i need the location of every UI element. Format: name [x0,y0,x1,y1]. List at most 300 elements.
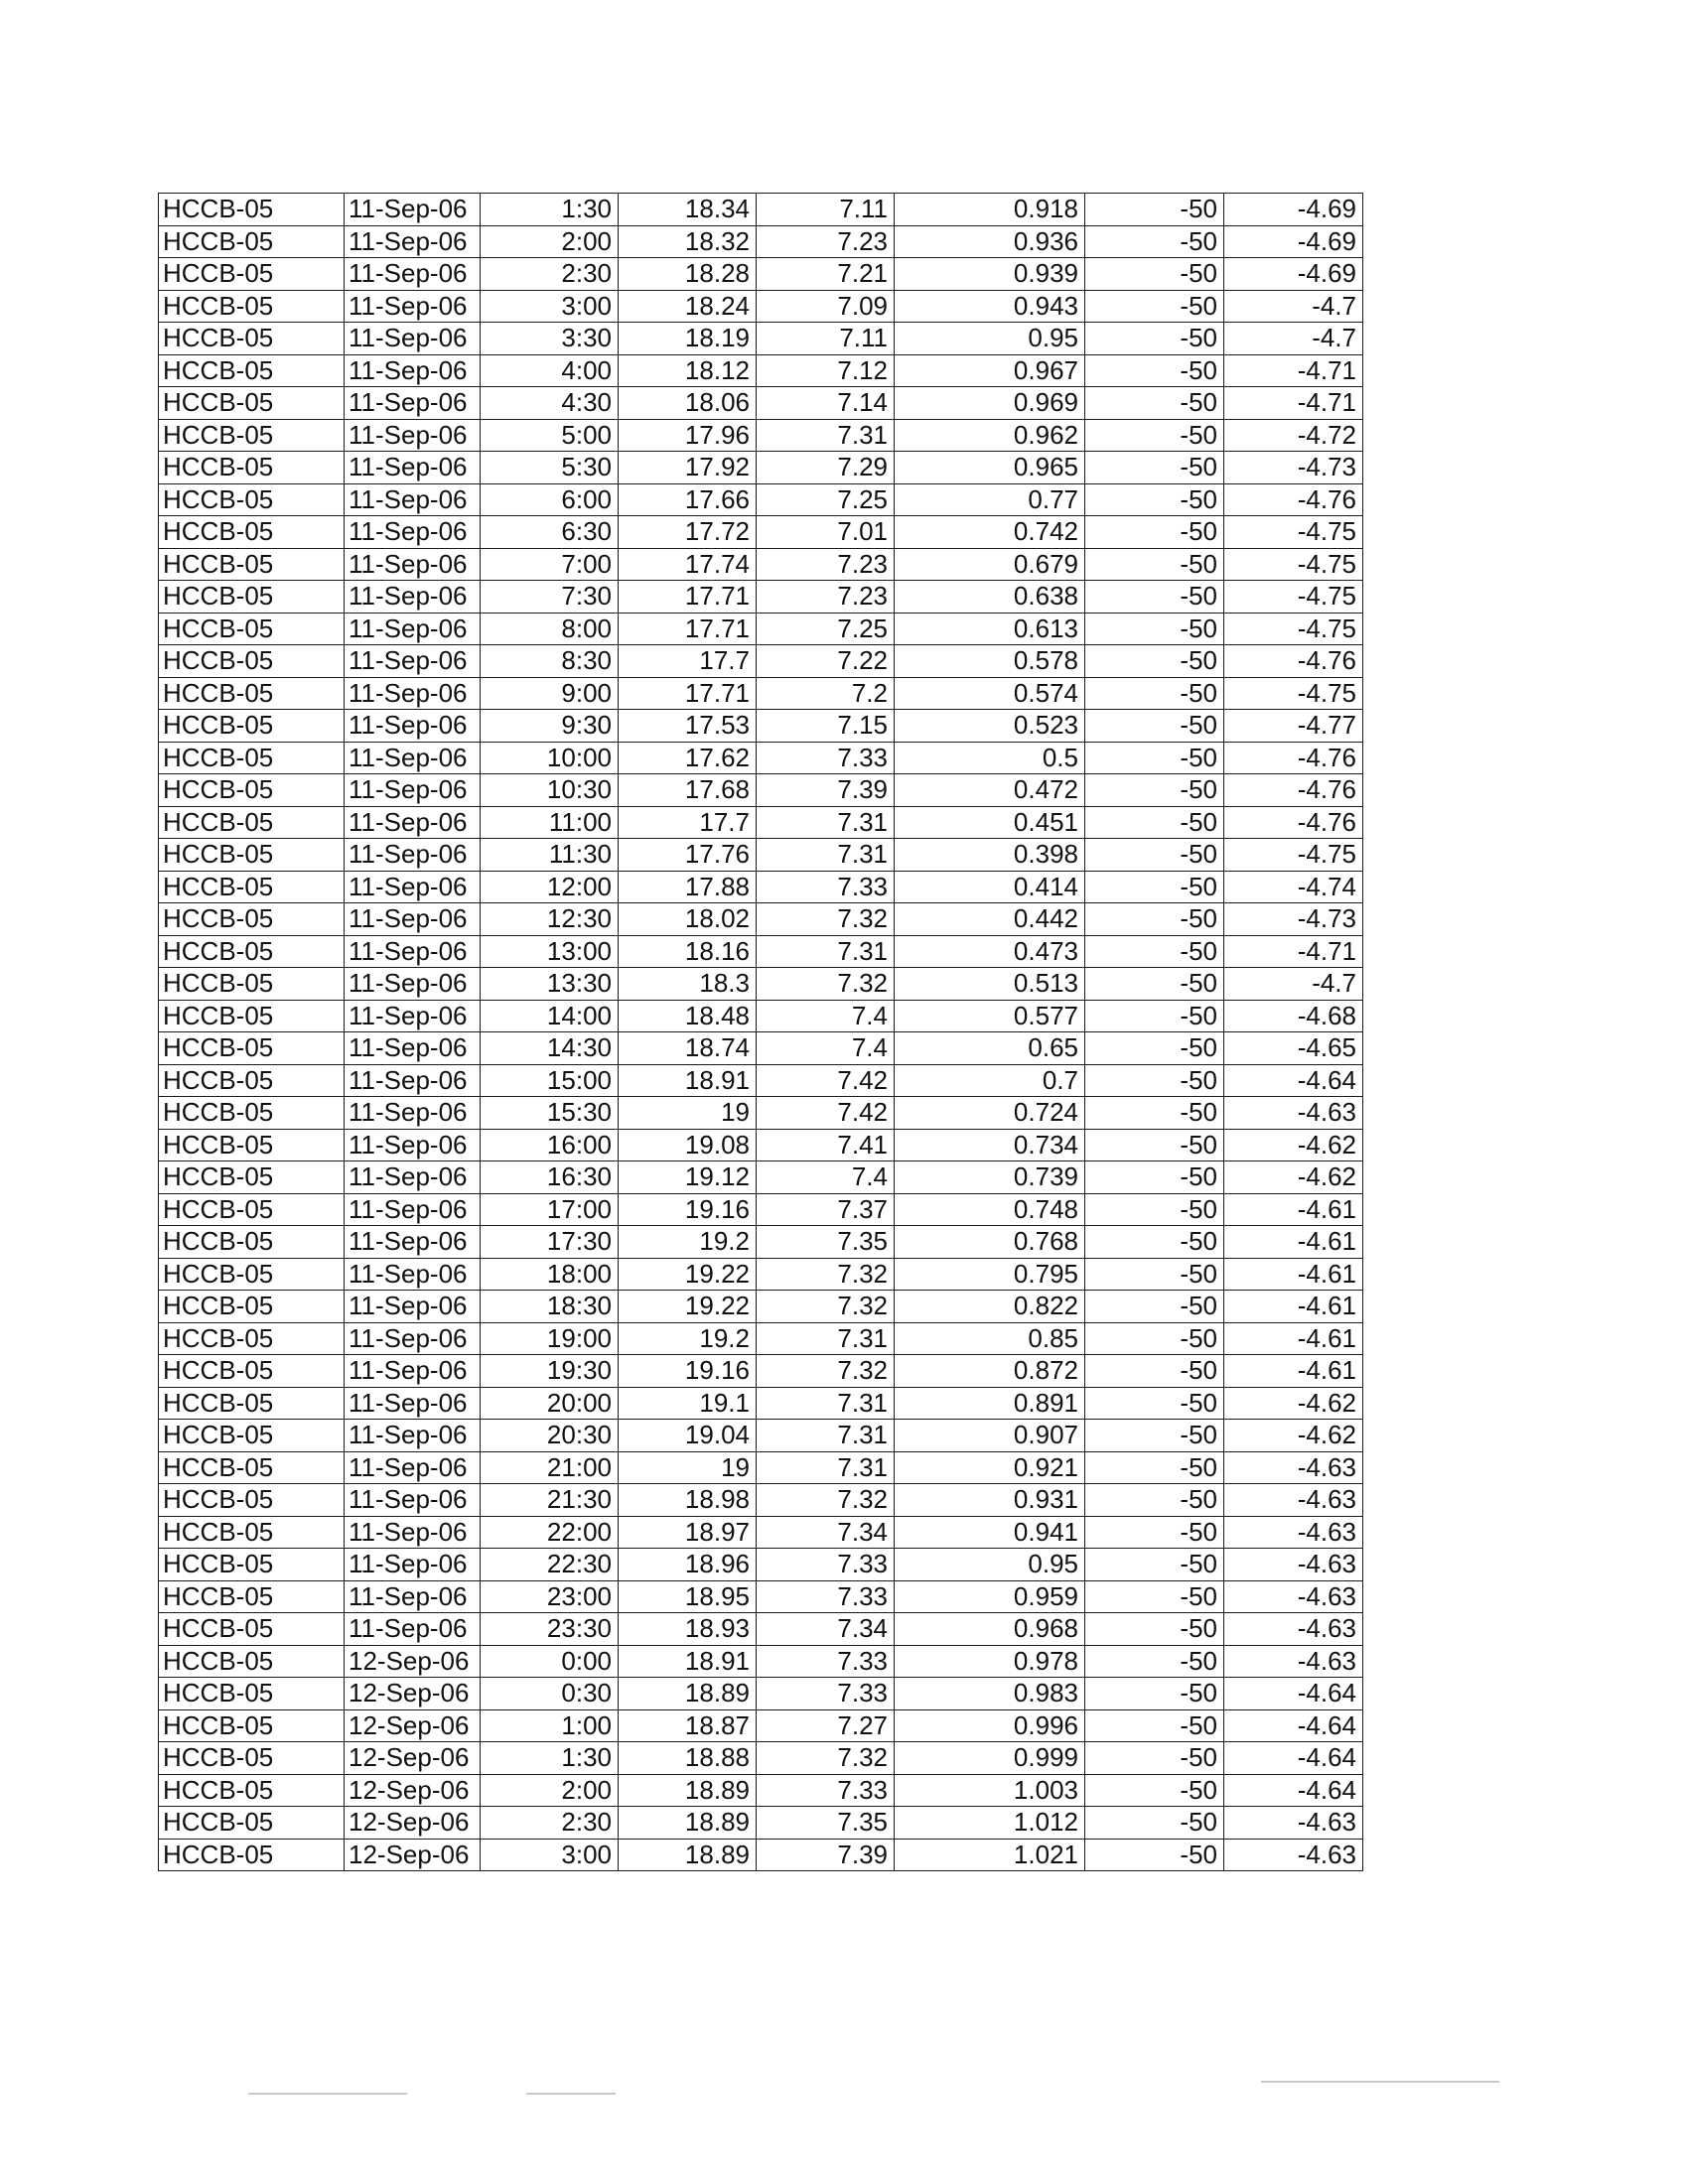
value-cell: 7.31 [757,1387,895,1420]
value-cell: -4.63 [1224,1839,1363,1871]
site-id-cell: HCCB-05 [159,935,345,968]
table-row [159,1420,1363,1452]
value-cell: 7.01 [757,516,895,549]
value-cell: 7.31 [757,1420,895,1452]
date-cell: 12-Sep-06 [345,1774,481,1807]
value-cell: -4.7 [1224,290,1363,323]
site-id-cell: HCCB-05 [159,581,345,614]
site-id-cell: HCCB-05 [159,806,345,839]
value-cell: -50 [1085,1516,1224,1549]
value-cell: 17.71 [619,677,757,710]
table-row [159,1387,1363,1420]
value-cell: 0.872 [895,1355,1085,1388]
site-id-cell: HCCB-05 [159,1129,345,1161]
value-cell: -50 [1085,806,1224,839]
value-cell: 18.48 [619,1000,757,1032]
value-cell: -50 [1085,1064,1224,1097]
value-cell: -50 [1085,839,1224,872]
value-cell: 0.931 [895,1484,1085,1517]
site-id-cell: HCCB-05 [159,613,345,645]
table-row [159,1258,1363,1291]
table-row [159,258,1363,291]
value-cell: 7.23 [757,548,895,581]
value-cell: -4.61 [1224,1226,1363,1259]
value-cell: 17.71 [619,581,757,614]
time-cell: 7:00 [481,548,619,581]
value-cell: -50 [1085,1613,1224,1646]
time-cell: 1:30 [481,194,619,226]
value-cell: 17.53 [619,710,757,743]
value-cell: -4.73 [1224,903,1363,936]
date-cell: 12-Sep-06 [345,1807,481,1840]
date-cell: 11-Sep-06 [345,1387,481,1420]
date-cell: 11-Sep-06 [345,1258,481,1291]
value-cell: 19.16 [619,1193,757,1226]
site-id-cell: HCCB-05 [159,742,345,774]
value-cell: 18.89 [619,1839,757,1871]
value-cell: -4.63 [1224,1645,1363,1678]
table-row [159,516,1363,549]
value-cell: -50 [1085,516,1224,549]
time-cell: 0:00 [481,1645,619,1678]
value-cell: -50 [1085,613,1224,645]
value-cell: -50 [1085,1580,1224,1613]
table-row [159,581,1363,614]
time-cell: 15:00 [481,1064,619,1097]
time-cell: 13:00 [481,935,619,968]
date-cell: 11-Sep-06 [345,1516,481,1549]
site-id-cell: HCCB-05 [159,1774,345,1807]
value-cell: -4.71 [1224,387,1363,420]
date-cell: 11-Sep-06 [345,1484,481,1517]
site-id-cell: HCCB-05 [159,548,345,581]
value-cell: 7.32 [757,1291,895,1323]
value-cell: 7.34 [757,1516,895,1549]
value-cell: -4.76 [1224,806,1363,839]
site-id-cell: HCCB-05 [159,1291,345,1323]
date-cell: 11-Sep-06 [345,1129,481,1161]
date-cell: 12-Sep-06 [345,1709,481,1742]
value-cell: 1.012 [895,1807,1085,1840]
value-cell: 7.42 [757,1097,895,1130]
value-cell: -50 [1085,290,1224,323]
time-cell: 19:00 [481,1322,619,1355]
site-id-cell: HCCB-05 [159,483,345,516]
value-cell: 7.22 [757,645,895,678]
value-cell: -4.61 [1224,1258,1363,1291]
value-cell: 0.442 [895,903,1085,936]
time-cell: 1:30 [481,1742,619,1775]
date-cell: 11-Sep-06 [345,225,481,258]
value-cell: 7.2 [757,677,895,710]
date-cell: 11-Sep-06 [345,452,481,484]
date-cell: 11-Sep-06 [345,903,481,936]
table-row [159,839,1363,872]
value-cell: 7.35 [757,1807,895,1840]
time-cell: 9:30 [481,710,619,743]
table-row [159,1322,1363,1355]
value-cell: -4.77 [1224,710,1363,743]
value-cell: 7.25 [757,483,895,516]
value-cell: 7.32 [757,1258,895,1291]
value-cell: -50 [1085,1387,1224,1420]
value-cell: 18.89 [619,1807,757,1840]
time-cell: 23:30 [481,1613,619,1646]
time-cell: 2:30 [481,258,619,291]
value-cell: 0.968 [895,1613,1085,1646]
site-id-cell: HCCB-05 [159,1226,345,1259]
value-cell: 7.29 [757,452,895,484]
date-cell: 11-Sep-06 [345,1613,481,1646]
value-cell: -50 [1085,1129,1224,1161]
value-cell: 7.33 [757,1774,895,1807]
date-cell: 11-Sep-06 [345,1355,481,1388]
value-cell: -4.64 [1224,1774,1363,1807]
value-cell: -50 [1085,1193,1224,1226]
site-id-cell: HCCB-05 [159,1839,345,1871]
table-row [159,1807,1363,1840]
table-row [159,613,1363,645]
value-cell: 18.28 [619,258,757,291]
table-row [159,1097,1363,1130]
time-cell: 17:30 [481,1226,619,1259]
date-cell: 11-Sep-06 [345,1322,481,1355]
value-cell: -4.75 [1224,613,1363,645]
value-cell: -4.73 [1224,452,1363,484]
value-cell: 0.724 [895,1097,1085,1130]
value-cell: 18.34 [619,194,757,226]
time-cell: 4:30 [481,387,619,420]
table-row [159,419,1363,452]
table-row [159,1839,1363,1871]
value-cell: 7.33 [757,1678,895,1710]
value-cell: 19.08 [619,1129,757,1161]
value-cell: -4.64 [1224,1742,1363,1775]
value-cell: 7.42 [757,1064,895,1097]
table-row [159,677,1363,710]
value-cell: 18.89 [619,1678,757,1710]
scan-artifact [1261,2081,1499,2083]
value-cell: -50 [1085,483,1224,516]
value-cell: 7.11 [757,323,895,355]
value-cell: -50 [1085,1226,1224,1259]
site-id-cell: HCCB-05 [159,968,345,1001]
time-cell: 16:00 [481,1129,619,1161]
site-id-cell: HCCB-05 [159,1193,345,1226]
value-cell: -50 [1085,1161,1224,1194]
value-cell: 0.768 [895,1226,1085,1259]
site-id-cell: HCCB-05 [159,194,345,226]
table-row [159,323,1363,355]
value-cell: -4.62 [1224,1161,1363,1194]
table-row [159,225,1363,258]
site-id-cell: HCCB-05 [159,1678,345,1710]
value-cell: -50 [1085,742,1224,774]
value-cell: 18.32 [619,225,757,258]
time-cell: 14:30 [481,1032,619,1065]
value-cell: 7.39 [757,1839,895,1871]
value-cell: -50 [1085,1549,1224,1581]
time-cell: 21:30 [481,1484,619,1517]
value-cell: -50 [1085,774,1224,807]
value-cell: -4.76 [1224,645,1363,678]
value-cell: 7.11 [757,194,895,226]
value-cell: 0.983 [895,1678,1085,1710]
value-cell: 7.35 [757,1226,895,1259]
time-cell: 12:30 [481,903,619,936]
table-row [159,1291,1363,1323]
table-row [159,1000,1363,1032]
value-cell: 17.96 [619,419,757,452]
site-id-cell: HCCB-05 [159,354,345,387]
value-cell: 0.795 [895,1258,1085,1291]
value-cell: 7.31 [757,419,895,452]
value-cell: 0.921 [895,1451,1085,1484]
value-cell: -50 [1085,1000,1224,1032]
table-row [159,354,1363,387]
table-row [159,1742,1363,1775]
site-id-cell: HCCB-05 [159,452,345,484]
value-cell: -4.65 [1224,1032,1363,1065]
value-cell: 17.72 [619,516,757,549]
value-cell: 0.967 [895,354,1085,387]
table-row [159,483,1363,516]
table-row [159,742,1363,774]
date-cell: 11-Sep-06 [345,290,481,323]
value-cell: 17.68 [619,774,757,807]
site-id-cell: HCCB-05 [159,1161,345,1194]
date-cell: 11-Sep-06 [345,419,481,452]
table-row [159,1645,1363,1678]
value-cell: -50 [1085,1258,1224,1291]
site-id-cell: HCCB-05 [159,710,345,743]
value-cell: 7.15 [757,710,895,743]
value-cell: 0.978 [895,1645,1085,1678]
time-cell: 0:30 [481,1678,619,1710]
value-cell: 0.574 [895,677,1085,710]
value-cell: -4.75 [1224,839,1363,872]
value-cell: -4.76 [1224,483,1363,516]
table-row [159,290,1363,323]
date-cell: 12-Sep-06 [345,1742,481,1775]
site-id-cell: HCCB-05 [159,1484,345,1517]
date-cell: 11-Sep-06 [345,1549,481,1581]
time-cell: 8:30 [481,645,619,678]
value-cell: 7.4 [757,1000,895,1032]
date-cell: 12-Sep-06 [345,1645,481,1678]
value-cell: 18.16 [619,935,757,968]
table-row [159,1226,1363,1259]
time-cell: 20:00 [481,1387,619,1420]
value-cell: 7.31 [757,935,895,968]
time-cell: 3:00 [481,1839,619,1871]
value-cell: -4.72 [1224,419,1363,452]
value-cell: 7.25 [757,613,895,645]
value-cell: -4.63 [1224,1580,1363,1613]
value-cell: 18.96 [619,1549,757,1581]
time-cell: 13:30 [481,968,619,1001]
value-cell: 0.939 [895,258,1085,291]
site-id-cell: HCCB-05 [159,1613,345,1646]
value-cell: -4.75 [1224,516,1363,549]
site-id-cell: HCCB-05 [159,871,345,903]
site-id-cell: HCCB-05 [159,1645,345,1678]
value-cell: 7.23 [757,581,895,614]
value-cell: -4.63 [1224,1097,1363,1130]
value-cell: 18.19 [619,323,757,355]
value-cell: 0.742 [895,516,1085,549]
site-id-cell: HCCB-05 [159,903,345,936]
date-cell: 11-Sep-06 [345,645,481,678]
value-cell: -4.63 [1224,1516,1363,1549]
value-cell: -50 [1085,258,1224,291]
value-cell: -50 [1085,935,1224,968]
value-cell: 0.577 [895,1000,1085,1032]
time-cell: 3:30 [481,323,619,355]
value-cell: -50 [1085,1709,1224,1742]
value-cell: 7.32 [757,1355,895,1388]
value-cell: -4.63 [1224,1807,1363,1840]
date-cell: 12-Sep-06 [345,1678,481,1710]
value-cell: -50 [1085,1032,1224,1065]
site-id-cell: HCCB-05 [159,419,345,452]
site-id-cell: HCCB-05 [159,387,345,420]
value-cell: 18.3 [619,968,757,1001]
site-id-cell: HCCB-05 [159,1355,345,1388]
value-cell: 18.88 [619,1742,757,1775]
value-cell: -4.62 [1224,1129,1363,1161]
date-cell: 11-Sep-06 [345,1193,481,1226]
value-cell: 19.2 [619,1322,757,1355]
value-cell: -50 [1085,1451,1224,1484]
value-cell: 18.12 [619,354,757,387]
date-cell: 11-Sep-06 [345,968,481,1001]
value-cell: 18.74 [619,1032,757,1065]
value-cell: 0.398 [895,839,1085,872]
table-row [159,710,1363,743]
date-cell: 11-Sep-06 [345,323,481,355]
date-cell: 11-Sep-06 [345,839,481,872]
value-cell: 17.7 [619,645,757,678]
date-cell: 11-Sep-06 [345,1032,481,1065]
time-cell: 10:00 [481,742,619,774]
site-id-cell: HCCB-05 [159,645,345,678]
time-cell: 12:00 [481,871,619,903]
site-id-cell: HCCB-05 [159,516,345,549]
value-cell: 0.969 [895,387,1085,420]
value-cell: 0.77 [895,483,1085,516]
value-cell: 0.95 [895,323,1085,355]
value-cell: -50 [1085,581,1224,614]
date-cell: 11-Sep-06 [345,1420,481,1452]
site-id-cell: HCCB-05 [159,1709,345,1742]
value-cell: -4.75 [1224,581,1363,614]
value-cell: -50 [1085,1291,1224,1323]
value-cell: -4.76 [1224,774,1363,807]
value-cell: -50 [1085,903,1224,936]
value-cell: 19 [619,1097,757,1130]
date-cell: 11-Sep-06 [345,613,481,645]
time-cell: 17:00 [481,1193,619,1226]
date-cell: 11-Sep-06 [345,710,481,743]
value-cell: 18.91 [619,1064,757,1097]
value-cell: 0.85 [895,1322,1085,1355]
time-cell: 2:30 [481,1807,619,1840]
value-cell: -50 [1085,1645,1224,1678]
value-cell: -50 [1085,1484,1224,1517]
date-cell: 11-Sep-06 [345,483,481,516]
date-cell: 11-Sep-06 [345,1291,481,1323]
date-cell: 11-Sep-06 [345,806,481,839]
date-cell: 11-Sep-06 [345,354,481,387]
value-cell: 7.09 [757,290,895,323]
site-id-cell: HCCB-05 [159,290,345,323]
value-cell: -4.61 [1224,1193,1363,1226]
time-cell: 19:30 [481,1355,619,1388]
value-cell: -4.63 [1224,1484,1363,1517]
value-cell: 0.5 [895,742,1085,774]
value-cell: -4.68 [1224,1000,1363,1032]
value-cell: -50 [1085,323,1224,355]
site-id-cell: HCCB-05 [159,1420,345,1452]
table-row [159,1709,1363,1742]
value-cell: -50 [1085,1807,1224,1840]
date-cell: 11-Sep-06 [345,1064,481,1097]
value-cell: -50 [1085,354,1224,387]
value-cell: 7.32 [757,1742,895,1775]
table-row [159,968,1363,1001]
time-cell: 5:00 [481,419,619,452]
table-body [159,194,1363,1871]
value-cell: 0.95 [895,1549,1085,1581]
table-row [159,1129,1363,1161]
value-cell: 7.33 [757,1645,895,1678]
value-cell: 18.24 [619,290,757,323]
value-cell: 0.962 [895,419,1085,452]
site-id-cell: HCCB-05 [159,677,345,710]
value-cell: 0.999 [895,1742,1085,1775]
table-row [159,1451,1363,1484]
time-cell: 7:30 [481,581,619,614]
date-cell: 11-Sep-06 [345,1161,481,1194]
table-row [159,903,1363,936]
time-cell: 18:30 [481,1291,619,1323]
site-id-cell: HCCB-05 [159,1516,345,1549]
date-cell: 11-Sep-06 [345,677,481,710]
value-cell: -50 [1085,387,1224,420]
value-cell: 1.003 [895,1774,1085,1807]
value-cell: 18.98 [619,1484,757,1517]
time-cell: 10:30 [481,774,619,807]
table-row [159,645,1363,678]
value-cell: -50 [1085,1355,1224,1388]
value-cell: 18.87 [619,1709,757,1742]
table-row [159,1580,1363,1613]
value-cell: 7.32 [757,1484,895,1517]
date-cell: 11-Sep-06 [345,194,481,226]
table-row [159,935,1363,968]
time-cell: 22:30 [481,1549,619,1581]
site-id-cell: HCCB-05 [159,225,345,258]
date-cell: 11-Sep-06 [345,1580,481,1613]
table-row [159,452,1363,484]
value-cell: 19.04 [619,1420,757,1452]
value-cell: 17.74 [619,548,757,581]
date-cell: 11-Sep-06 [345,1097,481,1130]
scan-artifact [526,2093,616,2095]
value-cell: 0.918 [895,194,1085,226]
date-cell: 11-Sep-06 [345,935,481,968]
